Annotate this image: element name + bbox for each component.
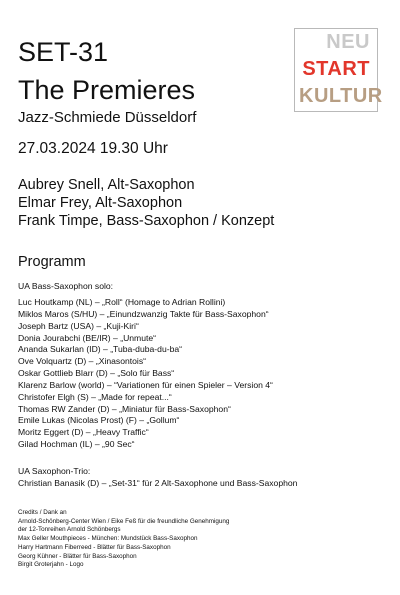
list-item: Moritz Eggert (D) – „Heavy Traffic“ xyxy=(18,427,149,438)
performer-list xyxy=(18,176,274,230)
list-item: Joseph Bartz (USA) – „Kuji-Kiri“ xyxy=(18,320,139,331)
list-item: Emile Lukas (Nicolas Prost) (F) – „Gollum“ xyxy=(18,415,180,426)
list-item: Klarenz Barlow (world) – “Variationen für einen Spieler – Version 4“ xyxy=(18,379,273,390)
list-item: Ove Volquartz (D) – „Xinasontois“ xyxy=(18,356,147,367)
trio-section-label: UA Saxophon-Trio: xyxy=(18,466,91,476)
solo-program-list xyxy=(18,297,273,451)
logo-line-neu: NEU xyxy=(326,31,370,53)
set-code: SET-31 xyxy=(18,37,109,67)
credits-line: Harry Hartmann Fiberreed - Blätter für Bass-Saxophon xyxy=(18,543,171,551)
venue: Jazz-Schmiede Düsseldorf xyxy=(18,109,197,126)
performer-item: Aubrey Snell, Alt-Saxophon xyxy=(18,177,195,193)
credits-block xyxy=(18,509,229,570)
trio-program-list xyxy=(18,478,297,490)
credits-line: Max Geller Mouthpieces - München: Mundstück Bass-Saxophon xyxy=(18,535,198,543)
credits-line: der 12-Tonreihen Arnold Schönbergs xyxy=(18,526,121,534)
credits-line: Birgit Groterjahn - Logo xyxy=(18,561,84,569)
solo-section-label: UA Bass-Saxophon solo: xyxy=(18,281,114,291)
logo-line-kultur: KULTUR xyxy=(299,85,383,107)
performer-item: Frank Timpe, Bass-Saxophon / Konzept xyxy=(18,213,275,229)
list-item: Thomas RW Zander (D) – „Miniatur für Bass-Saxophon“ xyxy=(18,403,231,414)
event-title: The Premieres xyxy=(18,75,196,105)
list-item: Luc Houtkamp (NL) – „Roll“ (Homage to Adrian Rollini) xyxy=(18,297,226,307)
list-item: Oskar Gottlieb Blarr (D) – „Solo für Bass“ xyxy=(18,368,175,379)
performer-item: Elmar Frey, Alt-Saxophon xyxy=(18,195,183,211)
program-heading: Programm xyxy=(18,254,86,270)
credits-line: Arnold-Schönberg-Center Wien / Eike Feß für die freundliche Genehmigung xyxy=(18,517,230,525)
logo-line-start: START xyxy=(302,58,370,80)
credits-line: Georg Kühner - Blätter für Bass-Saxophon xyxy=(18,552,137,560)
list-item: Ananda Sukarlan (ID) – „Tuba-duba-du-ba“ xyxy=(18,344,183,355)
list-item: Christian Banasik (D) – „Set-31“ für 2 Alt-Saxophone und Bass-Saxophon xyxy=(18,478,298,488)
event-datetime: 27.03.2024 19.30 Uhr xyxy=(18,140,168,157)
list-item: Donia Jourabchi (BE/IR) – „Unmute“ xyxy=(18,332,157,343)
neustart-kultur-logo xyxy=(294,28,383,112)
list-item: Miklos Maros (S/HU) – „Einundzwanzig Takte für Bass-Saxophon“ xyxy=(18,308,269,319)
list-item: Christofer Elgh (S) – „Made for repeat...“ xyxy=(18,391,172,402)
credits-line: Credits / Dank an xyxy=(18,509,67,516)
list-item: Gilad Hochman (IL) – „90 Sec“ xyxy=(18,439,135,450)
